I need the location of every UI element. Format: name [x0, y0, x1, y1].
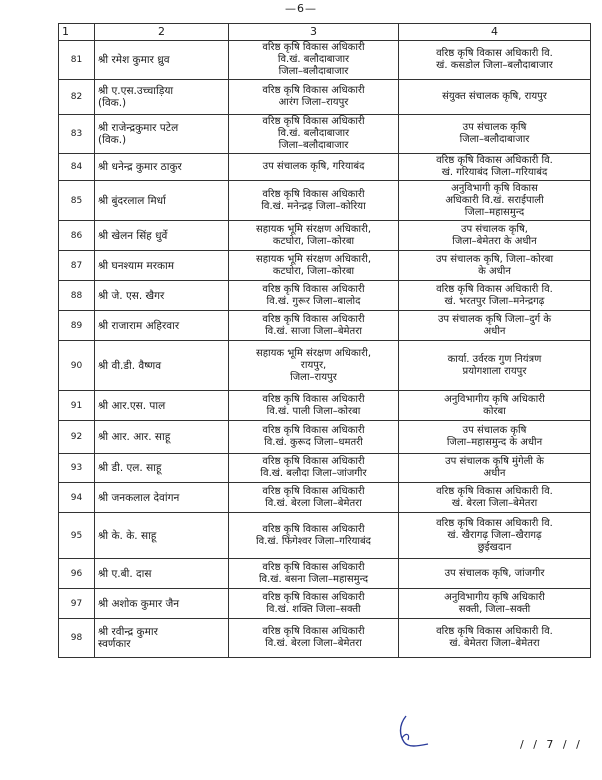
current-posting: वरिष्ठ कृषि विकास अधिकारी वि.खं. गुरूर जिला–बालोद: [229, 281, 399, 311]
row-serial-number: 98: [59, 619, 95, 658]
current-posting: वरिष्ठ कृषि विकास अधिकारी वि.खं. बलौदा जिला–जांजगीर: [229, 454, 399, 483]
new-posting: अनुविभागीय कृषि अधिकारी सक्ती, जिला–सक्ती: [399, 589, 591, 619]
officer-name: श्री जनकलाल देवांगन: [95, 483, 229, 513]
table-row: [59, 281, 591, 311]
officer-name: श्री राजाराम अहिरवार: [95, 311, 229, 341]
row-serial-number: 93: [59, 454, 95, 483]
table-row: [59, 559, 591, 589]
new-posting: उप संचालक कृषि, जांजगीर: [399, 559, 591, 589]
current-posting: वरिष्ठ कृषि विकास अधिकारी वि.खं. बेरला जिला–बेमेतरा: [229, 619, 399, 658]
table-row: [59, 454, 591, 483]
row-serial-number: 88: [59, 281, 95, 311]
table-row: [59, 41, 591, 80]
current-posting: वरिष्ठ कृषि विकास अधिकारी वि.खं. साजा जिला–बेमेतरा: [229, 311, 399, 341]
row-serial-number: 84: [59, 154, 95, 181]
row-serial-number: 95: [59, 513, 95, 559]
current-posting: वरिष्ठ कृषि विकास अधिकारी वि.खं. बेरला जिला–बेमेतरा: [229, 483, 399, 513]
new-posting: उप संचालक कृषि, जिला–बेमेतरा के अधीन: [399, 221, 591, 251]
header-col-2: 2: [95, 24, 229, 41]
new-posting: वरिष्ठ कृषि विकास अधिकारी वि. खं. कसडोल जिला–बलौदाबाजार: [399, 41, 591, 80]
officer-name: श्री राजेन्द्रकुमार पटेल (विक.): [95, 115, 229, 154]
new-posting: उप संचालक कृषि मुंगेली के अधीन: [399, 454, 591, 483]
new-posting: वरिष्ठ कृषि विकास अधिकारी वि. खं. गरियाबंद जिला–गरियाबंद: [399, 154, 591, 181]
officer-name: श्री बुंदरलाल मिर्धा: [95, 181, 229, 221]
officer-name: श्री रमेश कुमार ध्रुव: [95, 41, 229, 80]
table-header-row: [59, 24, 591, 41]
officer-name: श्री आर. आर. साहू: [95, 421, 229, 454]
table-row: [59, 221, 591, 251]
table-row: [59, 341, 591, 391]
table-row: [59, 589, 591, 619]
table-body: [59, 41, 591, 658]
new-posting: उप संचालक कृषि जिला–बलौदाबाजार: [399, 115, 591, 154]
new-posting: अनुविभागी कृषि विकास अधिकारी वि.खं. सराईपाली जिला–महासमुन्द: [399, 181, 591, 221]
table-row: [59, 251, 591, 281]
new-posting: अनुविभागीय कृषि अधिकारी कोरबा: [399, 391, 591, 421]
current-posting: वरिष्ठ कृषि विकास अधिकारी वि.खं. कुरूद जिला–धमतरी: [229, 421, 399, 454]
row-serial-number: 85: [59, 181, 95, 221]
new-posting: कार्या. उर्वरक गुण नियंत्रण प्रयोगशाला रायपुर: [399, 341, 591, 391]
header-col-1: 1: [59, 24, 95, 41]
row-serial-number: 82: [59, 80, 95, 115]
row-serial-number: 91: [59, 391, 95, 421]
officer-name: श्री अशोक कुमार जैन: [95, 589, 229, 619]
officer-name: श्री धनेन्द्र कुमार ठाकुर: [95, 154, 229, 181]
officer-name: श्री आर.एस. पाल: [95, 391, 229, 421]
table-row: [59, 80, 591, 115]
table-row: [59, 483, 591, 513]
officer-name: श्री रवीन्द्र कुमार स्वर्णकार: [95, 619, 229, 658]
row-serial-number: 86: [59, 221, 95, 251]
current-posting: वरिष्ठ कृषि विकास अधिकारी वि.खं. पाली जिला–कोरबा: [229, 391, 399, 421]
officer-name: श्री के. के. साहू: [95, 513, 229, 559]
new-posting: वरिष्ठ कृषि विकास अधिकारी वि. खं. भरतपुर जिला–मनेन्द्रगढ़: [399, 281, 591, 311]
page-footer: / / 7 / /: [520, 738, 583, 751]
new-posting: संयुक्त संचालक कृषि, रायपुर: [399, 80, 591, 115]
table-row: [59, 181, 591, 221]
current-posting: वरिष्ठ कृषि विकास अधिकारी वि.खं. बलौदाबाजार जिला–बलौदाबाजार: [229, 41, 399, 80]
new-posting: वरिष्ठ कृषि विकास अधिकारी वि. खं. बेरला जिला–बेमेतरा: [399, 483, 591, 513]
row-serial-number: 87: [59, 251, 95, 281]
officer-name: श्री घनश्याम मरकाम: [95, 251, 229, 281]
transfer-table: [58, 23, 591, 658]
officer-name: श्री ए.एस.उच्चाड़िया (विक.): [95, 80, 229, 115]
table-row: [59, 391, 591, 421]
current-posting: वरिष्ठ कृषि विकास अधिकारी वि.खं. मनेन्द्रढ़ जिला–कोरिया: [229, 181, 399, 221]
current-posting: वरिष्ठ कृषि विकास अधिकारी आरंग जिला–रायपुर: [229, 80, 399, 115]
new-posting: उप संचालक कृषि जिला–महासमुन्द के अधीन: [399, 421, 591, 454]
row-serial-number: 94: [59, 483, 95, 513]
current-posting: वरिष्ठ कृषि विकास अधिकारी वि.खं. बसना जिला–महासमुन्द: [229, 559, 399, 589]
row-serial-number: 90: [59, 341, 95, 391]
officer-name: श्री जे. एस. खैगर: [95, 281, 229, 311]
current-posting: उप संचालक कृषि, गरियाबंद: [229, 154, 399, 181]
current-posting: सहायक भूमि संरक्षण अधिकारी, रायपुर, जिला–रायपुर: [229, 341, 399, 391]
row-serial-number: 92: [59, 421, 95, 454]
row-serial-number: 97: [59, 589, 95, 619]
new-posting: उप संचालक कृषि जिला–दुर्ग के अधीन: [399, 311, 591, 341]
row-serial-number: 89: [59, 311, 95, 341]
row-serial-number: 81: [59, 41, 95, 80]
table-row: [59, 154, 591, 181]
row-serial-number: 96: [59, 559, 95, 589]
table-row: [59, 619, 591, 658]
officer-name: श्री खेलन सिंह धुर्वे: [95, 221, 229, 251]
signature-mark: [392, 712, 432, 752]
header-col-3: 3: [229, 24, 399, 41]
officer-name: श्री ए.बी. दास: [95, 559, 229, 589]
table-row: [59, 115, 591, 154]
current-posting: वरिष्ठ कृषि विकास अधिकारी वि.खं. शक्ति जिला–सक्ती: [229, 589, 399, 619]
officer-name: श्री वी.डी. वैष्णव: [95, 341, 229, 391]
table-row: [59, 421, 591, 454]
header-col-4: 4: [399, 24, 591, 41]
table-row: [59, 513, 591, 559]
row-serial-number: 83: [59, 115, 95, 154]
page-number: —6—: [285, 2, 317, 15]
current-posting: सहायक भूमि संरक्षण अधिकारी, कटघोरा, जिला–कोरबा: [229, 251, 399, 281]
new-posting: वरिष्ठ कृषि विकास अधिकारी वि. खं. बेमेतरा जिला–बेमेतरा: [399, 619, 591, 658]
current-posting: वरिष्ठ कृषि विकास अधिकारी वि.खं. फिंगेश्वर जिला–गरियाबंद: [229, 513, 399, 559]
current-posting: वरिष्ठ कृषि विकास अधिकारी वि.खं. बलौदाबाजार जिला–बलौदाबाजार: [229, 115, 399, 154]
current-posting: सहायक भूमि संरक्षण अधिकारी, कटघोरा, जिला–कोरबा: [229, 221, 399, 251]
table-row: [59, 311, 591, 341]
officer-name: श्री डी. एल. साहू: [95, 454, 229, 483]
new-posting: उप संचालक कृषि, जिला–कोरबा के अधीन: [399, 251, 591, 281]
new-posting: वरिष्ठ कृषि विकास अधिकारी वि. खं. खैरागढ़ जिला–खैरागढ़ छुईखदान: [399, 513, 591, 559]
